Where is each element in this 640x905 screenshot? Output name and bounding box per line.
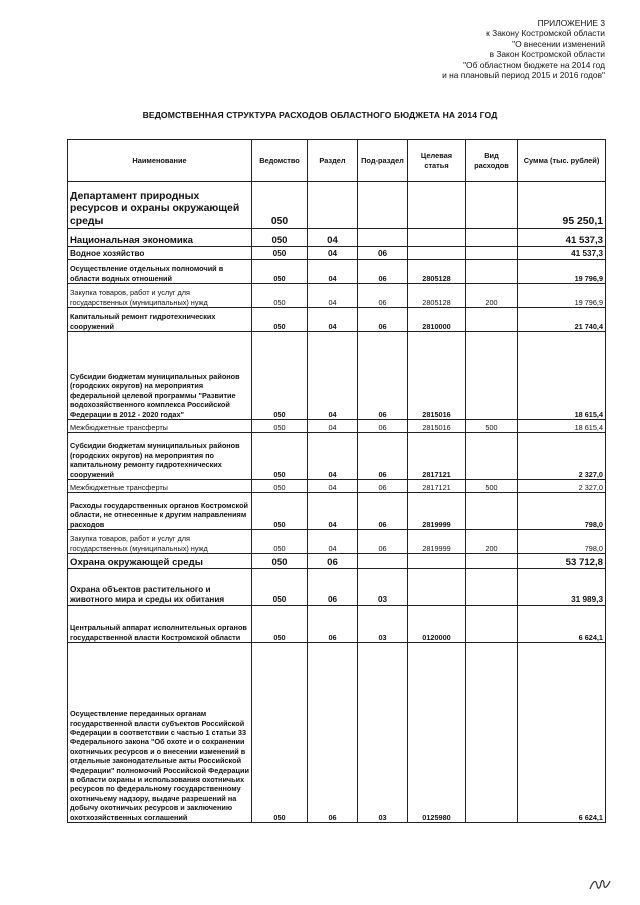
cell-type: [466, 493, 518, 530]
cell-section: 04: [308, 247, 358, 260]
cell-sum: 2 327,0: [518, 480, 606, 493]
appendix-line: к Закону Костромской области: [486, 28, 605, 39]
cell-section: 04: [308, 260, 358, 284]
cell-name: Департамент природных ресурсов и охраны окружающей среды: [68, 182, 252, 229]
cell-name: Межбюджетные трансферты: [68, 420, 252, 433]
table-row: [68, 260, 606, 284]
cell-sum: 18 615,4: [518, 420, 606, 433]
cell-sum: 19 796,9: [518, 260, 606, 284]
header-type: Вид расходов: [466, 140, 518, 182]
cell-type: [466, 229, 518, 247]
cell-section: 04: [308, 284, 358, 308]
table-row: [68, 569, 606, 606]
table-row: [68, 420, 606, 433]
cell-name: Охрана окружающей среды: [68, 554, 252, 569]
cell-type: [466, 554, 518, 569]
cell-article: 2819999: [408, 530, 466, 554]
cell-dept: 050: [252, 606, 308, 643]
cell-type: [466, 260, 518, 284]
cell-name: Охрана объектов растительного и животного мира и среды их обитания: [68, 569, 252, 606]
header-sum: Сумма (тыс. рублей): [518, 140, 606, 182]
cell-section: [308, 182, 358, 229]
cell-sum: 6 624,1: [518, 606, 606, 643]
cell-sum: 21 740,4: [518, 308, 606, 332]
appendix-line: в Закон Костромской области: [489, 49, 605, 60]
header-subsection: Под-раздел: [358, 140, 408, 182]
header-section: Раздел: [308, 140, 358, 182]
cell-dept: 050: [252, 284, 308, 308]
cell-subsection: 03: [358, 569, 408, 606]
cell-subsection: 06: [358, 493, 408, 530]
cell-article: 2805128: [408, 284, 466, 308]
cell-subsection: 06: [358, 260, 408, 284]
cell-sum: 798,0: [518, 493, 606, 530]
appendix-line: ПРИЛОЖЕНИЕ 3: [537, 18, 605, 28]
cell-subsection: 06: [358, 530, 408, 554]
budget-table: [67, 139, 606, 823]
cell-dept: 050: [252, 569, 308, 606]
cell-type: 500: [466, 480, 518, 493]
cell-dept: 050: [252, 229, 308, 247]
table-body: [68, 182, 606, 823]
header-name: Наименование: [68, 140, 252, 182]
table-row: [68, 606, 606, 643]
cell-section: 04: [308, 420, 358, 433]
cell-name: Водное хозяйство: [68, 247, 252, 260]
cell-section: 06: [308, 643, 358, 823]
cell-dept: 050: [252, 433, 308, 480]
cell-subsection: 03: [358, 606, 408, 643]
cell-type: 200: [466, 284, 518, 308]
cell-sum: 41 537,3: [518, 229, 606, 247]
cell-dept: 050: [252, 493, 308, 530]
cell-name: Осуществление отдельных полномочий в области водных отношений: [68, 260, 252, 284]
cell-subsection: [358, 554, 408, 569]
cell-sum: 2 327,0: [518, 433, 606, 480]
appendix-line: "О внесении изменений: [512, 38, 605, 49]
table-row: [68, 308, 606, 332]
cell-sum: 798,0: [518, 530, 606, 554]
appendix-note: [365, 18, 605, 80]
table-row: [68, 530, 606, 554]
table-row: [68, 493, 606, 530]
cell-sum: 18 615,4: [518, 332, 606, 420]
cell-subsection: 06: [358, 433, 408, 480]
cell-section: 04: [308, 332, 358, 420]
cell-subsection: [358, 229, 408, 247]
table-row: [68, 229, 606, 247]
cell-article: [408, 229, 466, 247]
handwritten-signature: [588, 875, 612, 893]
cell-sum: 41 537,3: [518, 247, 606, 260]
table-row: [68, 332, 606, 420]
cell-subsection: 06: [358, 308, 408, 332]
table-row: [68, 433, 606, 480]
table-header-row: [68, 140, 606, 182]
cell-name: Субсидии бюджетам муниципальных районов (городских округов) на мероприятия по капитальному ремонту гидротехнических сооружений: [68, 433, 252, 480]
cell-article: 0120000: [408, 606, 466, 643]
cell-name: Закупка товаров, работ и услуг для государственных (муниципальных) нужд: [68, 284, 252, 308]
cell-subsection: 03: [358, 643, 408, 823]
cell-dept: 050: [252, 480, 308, 493]
cell-subsection: 06: [358, 332, 408, 420]
cell-type: [466, 643, 518, 823]
cell-article: 2805128: [408, 260, 466, 284]
cell-section: 04: [308, 229, 358, 247]
cell-type: 500: [466, 420, 518, 433]
cell-dept: 050: [252, 643, 308, 823]
cell-section: 04: [308, 308, 358, 332]
cell-dept: 050: [252, 420, 308, 433]
cell-article: 2815016: [408, 332, 466, 420]
header-article: Целевая статья: [408, 140, 466, 182]
cell-name: Межбюджетные трансферты: [68, 480, 252, 493]
cell-article: [408, 554, 466, 569]
cell-section: 04: [308, 433, 358, 480]
table-row: [68, 247, 606, 260]
cell-name: Центральный аппарат исполнительных органов государственной власти Костромской области: [68, 606, 252, 643]
cell-article: [408, 182, 466, 229]
cell-section: 04: [308, 530, 358, 554]
header-dept: Ведомство: [252, 140, 308, 182]
cell-section: 04: [308, 493, 358, 530]
cell-dept: 050: [252, 182, 308, 229]
cell-sum: 19 796,9: [518, 284, 606, 308]
cell-dept: 050: [252, 332, 308, 420]
cell-type: [466, 433, 518, 480]
cell-subsection: 06: [358, 247, 408, 260]
cell-type: [466, 182, 518, 229]
cell-dept: 050: [252, 308, 308, 332]
table-row: [68, 182, 606, 229]
cell-article: 2810000: [408, 308, 466, 332]
cell-dept: 050: [252, 247, 308, 260]
table-row: [68, 480, 606, 493]
cell-section: 06: [308, 569, 358, 606]
cell-dept: 050: [252, 530, 308, 554]
table-row: [68, 643, 606, 823]
cell-type: [466, 247, 518, 260]
cell-subsection: 06: [358, 284, 408, 308]
cell-name: Расходы государственных органов Костромской области, не отнесенные к другим направлениям расходов: [68, 493, 252, 530]
document-title: ВЕДОМСТВЕННАЯ СТРУКТУРА РАСХОДОВ ОБЛАСТНОГО БЮДЖЕТА НА 2014 ГОД: [142, 110, 498, 120]
cell-type: [466, 569, 518, 606]
cell-dept: 050: [252, 260, 308, 284]
table-row: [68, 284, 606, 308]
table-row: [68, 554, 606, 569]
cell-article: 2817121: [408, 480, 466, 493]
cell-sum: 31 989,3: [518, 569, 606, 606]
appendix-line: и на плановый период 2015 и 2016 годов": [442, 70, 605, 81]
cell-name: Субсидии бюджетам муниципальных районов (городских округов) на мероприятия федеральной целевой программы "Развитие водохозяйственного комплекса Российской Федерации в 2012 - 2020 годах": [68, 332, 252, 420]
cell-section: 04: [308, 480, 358, 493]
cell-subsection: [358, 182, 408, 229]
cell-type: [466, 606, 518, 643]
cell-article: 2819999: [408, 493, 466, 530]
cell-type: 200: [466, 530, 518, 554]
cell-subsection: 06: [358, 420, 408, 433]
cell-article: [408, 247, 466, 260]
cell-subsection: 06: [358, 480, 408, 493]
cell-name: Закупка товаров, работ и услуг для государственных (муниципальных) нужд: [68, 530, 252, 554]
cell-article: 2817121: [408, 433, 466, 480]
cell-type: [466, 308, 518, 332]
appendix-line: "Об областном бюджете на 2014 год: [463, 59, 605, 70]
cell-name: Капитальный ремонт гидротехнических сооружений: [68, 308, 252, 332]
cell-dept: 050: [252, 554, 308, 569]
cell-section: 06: [308, 606, 358, 643]
cell-article: [408, 569, 466, 606]
cell-sum: 53 712,8: [518, 554, 606, 569]
cell-section: 06: [308, 554, 358, 569]
cell-article: 2815016: [408, 420, 466, 433]
cell-sum: 95 250,1: [518, 182, 606, 229]
cell-sum: 6 624,1: [518, 643, 606, 823]
cell-name: Осуществление переданных органам государственной власти субъектов Российской Федерации в соответствии с частью 1 статьи 33 Федерального закона "Об охоте и о сохранении охотничьих ресурсов и о внесении изменений в отдельные законодательные акты Российской Федерации" полномочий Российской Федерации в области охраны и использования охотничьих ресурсов по федеральному государственному охотничьему надзору, выдаче разрешений на добычу охотничьих ресурсов и заключению охотхозяйственных соглашений: [68, 643, 252, 823]
cell-type: [466, 332, 518, 420]
cell-name: Национальная экономика: [68, 229, 252, 247]
cell-article: 0125980: [408, 643, 466, 823]
